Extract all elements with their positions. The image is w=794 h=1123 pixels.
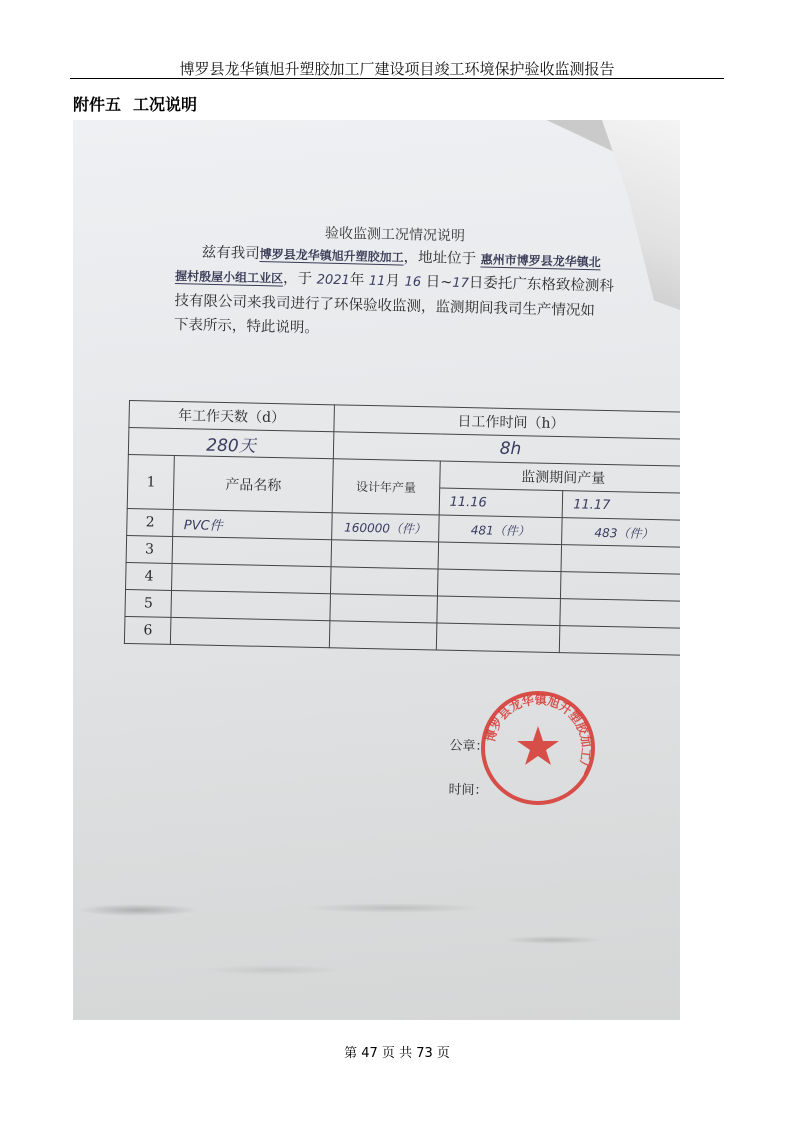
product-name-cell: PVC件 [173, 509, 332, 539]
row-number: 4 [126, 562, 173, 590]
monitor-date-1: 11.16 [439, 488, 563, 518]
empty-cell [329, 621, 436, 650]
section-title: 工况说明 [133, 95, 198, 114]
empty-cell [171, 617, 330, 647]
row-number: 1 [127, 454, 175, 509]
scanned-document-photo [73, 120, 680, 1020]
row-number: 6 [124, 616, 171, 644]
seal-text: 博罗县龙华镇旭升塑胶加工厂 [483, 692, 594, 776]
production-table [124, 400, 680, 656]
empty-cell [331, 540, 438, 569]
section-label: 附件五 [73, 95, 122, 114]
col-monitor-output: 监测期间产量 [439, 461, 680, 493]
document-paragraph [174, 240, 676, 349]
work-days-value: 280天 [128, 428, 333, 459]
paper-smudges [73, 880, 680, 1020]
row-number: 3 [126, 535, 173, 563]
paragraph-line-4: 下表所示，特此说明。 [173, 316, 320, 337]
output-day-2-cell: 483（件） [562, 518, 680, 548]
row-number: 2 [127, 508, 174, 536]
address-lead: ，地址位于 [403, 249, 477, 268]
intro-text: 兹有我司 [201, 244, 260, 263]
header-work-days: 年工作天数（d） [129, 401, 334, 432]
col-design-output: 设计年产量 [332, 459, 440, 515]
col-product-name: 产品名称 [174, 455, 334, 512]
time-label: 时间： [448, 782, 488, 799]
entrust-text: 日委托广东格致检测科 [468, 275, 615, 295]
address-part-2: 握村殷屋小组工业区 [174, 268, 284, 286]
day-label: 日~ [425, 274, 453, 291]
empty-cell [330, 567, 437, 596]
header-work-hours: 日工作时间（h） [334, 405, 680, 439]
month-label: 月 [385, 273, 401, 290]
seal-label: 公章： [449, 738, 489, 755]
company-seal [478, 688, 598, 808]
seal-star-icon [517, 726, 559, 765]
design-output-cell: 160000（件） [331, 513, 438, 542]
empty-cell [560, 626, 680, 656]
empty-cell [330, 594, 437, 623]
report-header-title: 博罗县龙华镇旭升塑胶加工厂建设项目竣工环境保护验收监测报告 [179, 60, 615, 78]
monitor-date-2: 11.17 [562, 491, 680, 521]
empty-cell [561, 572, 680, 602]
page-footer: 第 47 页 共 73 页 [344, 1046, 450, 1061]
handwritten-day-2: 17 [452, 275, 470, 292]
empty-cell [438, 542, 562, 572]
work-hours-value: 8h [333, 432, 680, 466]
year-label: 年 [349, 272, 365, 289]
row-number: 5 [125, 589, 172, 617]
section-heading [73, 92, 197, 115]
paragraph-line-3: 技有限公司来我司进行了环保验收监测，监测期间我司生产情况如 [174, 292, 596, 320]
handwritten-year: 2021 [316, 272, 350, 289]
empty-cell [560, 599, 680, 629]
output-day-1-cell: 481（件） [438, 515, 562, 545]
handwritten-day: 16 [404, 274, 422, 290]
empty-cell [172, 563, 331, 593]
empty-cell [171, 590, 330, 620]
empty-cell [173, 536, 332, 566]
handwritten-month: 11 [368, 273, 386, 290]
empty-cell [436, 623, 560, 653]
empty-cell [437, 569, 561, 599]
document-title: 验收监测工况情况说明 [324, 225, 466, 245]
address-part-1: 惠州市博罗县龙华镇北 [480, 252, 601, 270]
company-name: 博罗县龙华镇旭升塑胶加工 [259, 247, 404, 265]
empty-cell [561, 545, 680, 575]
date-lead: ，于 [282, 270, 313, 288]
header-divider [70, 78, 724, 79]
empty-cell [437, 596, 561, 626]
